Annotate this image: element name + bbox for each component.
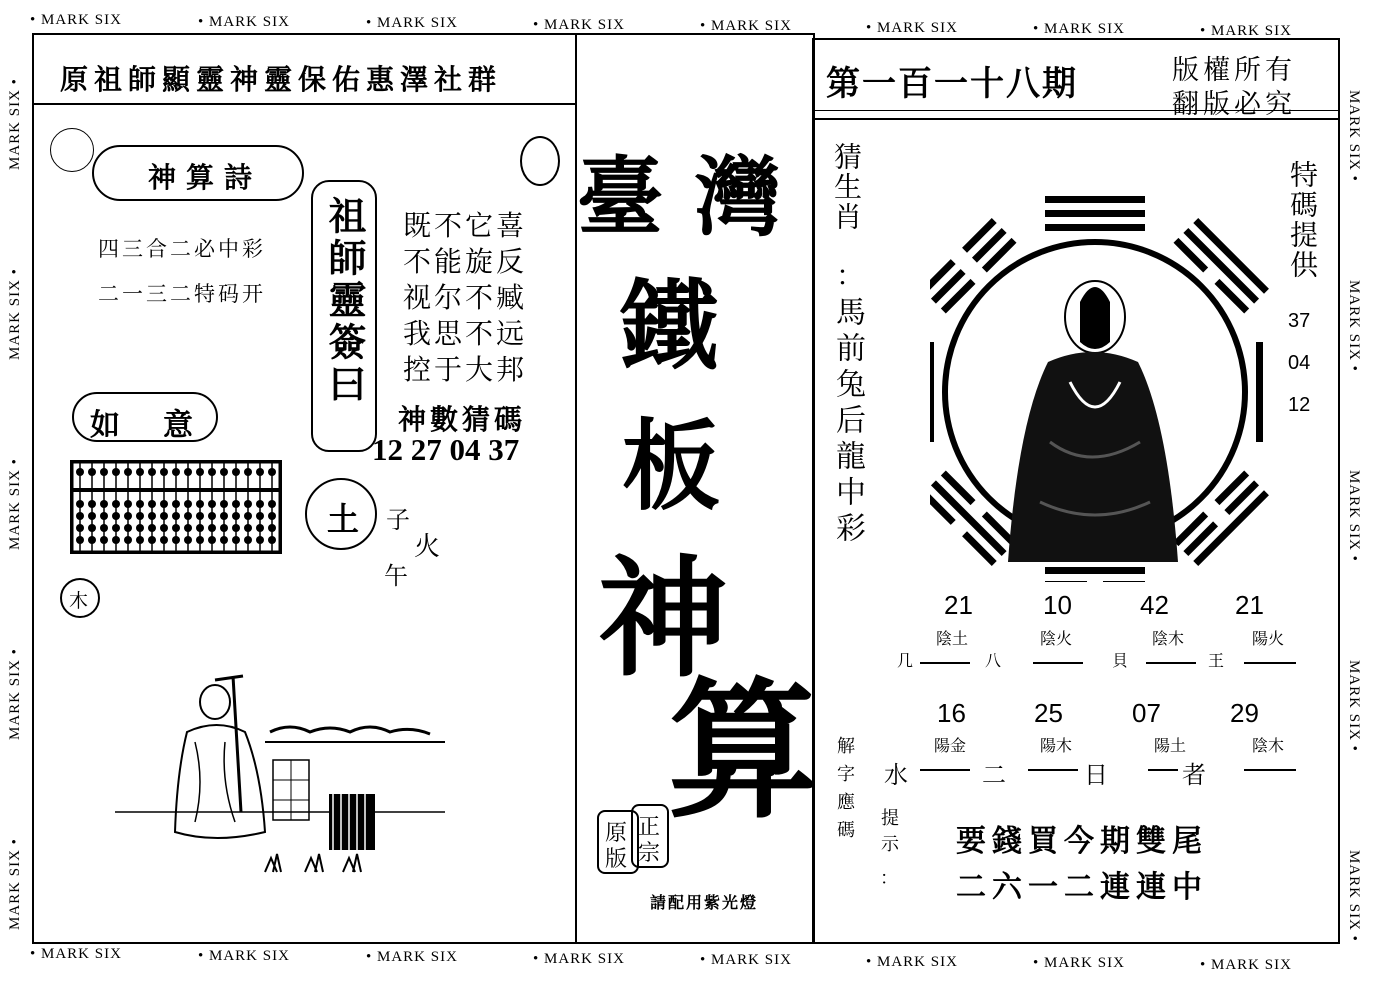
abacus-bead — [208, 524, 216, 532]
row1-line — [1146, 662, 1196, 664]
special-label: 特碼提供 — [1286, 160, 1319, 280]
special-number: 04 — [1288, 352, 1311, 374]
hint-label: 提示 — [878, 808, 899, 860]
verse-line: 控于大邦 — [403, 353, 528, 386]
wu-char: 午 — [384, 562, 408, 590]
poem-line-1: 四三合二必中彩 — [98, 237, 266, 261]
ruyi-left: 如 — [90, 408, 120, 443]
trigram-line — [1256, 342, 1263, 442]
trigram-line — [1183, 228, 1259, 304]
bagua-trigram — [1256, 342, 1270, 442]
verse-line: 我思不远 — [403, 317, 528, 350]
row1-number: 21 — [1235, 590, 1264, 620]
abacus-bead — [232, 512, 240, 520]
abacus-bead — [196, 524, 204, 532]
stamp-char: 正 — [638, 815, 661, 840]
watermark-text: MARK SIX • — [7, 838, 23, 930]
abacus-bead — [244, 468, 252, 476]
stamp-char: 宗 — [638, 841, 661, 866]
watermark-text: MARK SIX • — [7, 648, 23, 740]
abacus-bead — [88, 468, 96, 476]
zi-char: 子 — [386, 506, 410, 534]
abacus-bead — [76, 536, 84, 544]
abacus-bead — [100, 468, 108, 476]
abacus-bead — [160, 536, 168, 544]
row2-number: 16 — [937, 698, 966, 728]
watermark-text: • MARK SIX — [866, 953, 958, 970]
watermark-text: • MARK SIX — [1200, 956, 1292, 973]
watermark-text: MARK SIX • — [7, 268, 23, 360]
abacus-bead — [256, 512, 264, 520]
bagua-trigram — [1045, 196, 1145, 231]
abacus-bead — [184, 500, 192, 508]
poem-title: 神算詩 — [148, 161, 263, 194]
abacus-bead — [160, 500, 168, 508]
abacus-bead — [268, 512, 276, 520]
abacus-bead — [256, 536, 264, 544]
row2-char: 者 — [1182, 761, 1206, 789]
row2-line — [1028, 769, 1078, 771]
row1-line — [1244, 662, 1296, 664]
abacus-bead — [100, 500, 108, 508]
watermark-text: • MARK SIX — [700, 18, 792, 34]
abacus-bead — [220, 512, 228, 520]
abacus-bead — [100, 512, 108, 520]
bagua-trigram — [930, 218, 1017, 313]
abacus-bead — [208, 512, 216, 520]
abacus-bead — [268, 468, 276, 476]
abacus-bead — [76, 524, 84, 532]
abacus-bead — [136, 512, 144, 520]
abacus-bead — [268, 524, 276, 532]
verse-block — [403, 208, 527, 388]
abacus-bead — [148, 536, 156, 544]
row2-char: 日 — [1084, 761, 1108, 789]
abacus-bead — [172, 500, 180, 508]
row1-element: 陰土 — [936, 629, 969, 648]
abacus-bead — [232, 524, 240, 532]
abacus-bead — [124, 500, 132, 508]
abacus-bead — [148, 468, 156, 476]
poem-line-2: 二一三二特码开 — [98, 282, 266, 306]
copyright-line-2: 翻版必究 — [1172, 89, 1296, 120]
ruyi-right: 意 — [163, 408, 193, 443]
abacus-bead — [88, 524, 96, 532]
abacus-bead — [208, 500, 216, 508]
watermark-text: • MARK SIX — [533, 950, 625, 967]
abacus-bead — [88, 536, 96, 544]
watermark-text: • MARK SIX — [866, 19, 958, 36]
abacus-bead — [184, 468, 192, 476]
row2-element: 陽土 — [1154, 736, 1187, 755]
abacus-bead — [100, 536, 108, 544]
abacus-bead — [112, 512, 120, 520]
row2-element: 陽金 — [934, 736, 967, 755]
abacus-bead — [220, 524, 228, 532]
abacus-bead — [88, 500, 96, 508]
abacus-bead — [220, 500, 228, 508]
abacus-bead — [136, 536, 144, 544]
trigram-line — [1045, 224, 1145, 231]
abacus-bead — [172, 468, 180, 476]
watermark-text: • MARK SIX — [30, 946, 122, 962]
abacus-bead — [124, 536, 132, 544]
hint-colon: ： — [880, 868, 898, 889]
left-header-divider — [34, 103, 575, 105]
hint-line-2: 二六一二連連中 — [956, 870, 1208, 905]
row1-line — [920, 662, 970, 664]
monk-illustration — [115, 672, 450, 894]
abacus-bead — [268, 536, 276, 544]
abacus-bead — [124, 524, 132, 532]
abacus-bead — [172, 524, 180, 532]
abacus-bead — [196, 468, 204, 476]
watermark-text: MARK SIX • — [7, 78, 23, 170]
row2-line — [1244, 769, 1296, 771]
verse-line: 不能旋反 — [403, 245, 528, 278]
special-number: 12 — [1288, 394, 1311, 416]
verse-line: 视尔不臧 — [403, 281, 528, 314]
row2-element: 陽木 — [1040, 736, 1073, 755]
row2-number: 25 — [1034, 698, 1063, 728]
stamp-char: 原 — [605, 821, 628, 846]
row2-number: 07 — [1132, 698, 1161, 728]
special-number: 37 — [1288, 310, 1311, 332]
row2-char: 二 — [982, 761, 1006, 789]
abacus-image — [70, 460, 282, 554]
trigram-line — [931, 480, 1007, 556]
abacus-bead — [184, 512, 192, 520]
abacus-bead — [160, 524, 168, 532]
abacus-bead — [208, 468, 216, 476]
watermark-text: • MARK SIX — [1033, 21, 1125, 37]
guess-numbers: 12 27 04 37 — [372, 432, 520, 467]
row1-char: 王 — [1208, 651, 1225, 670]
hint-line-1: 要錢買今期雙尾 — [956, 824, 1208, 859]
abacus-bead — [76, 512, 84, 520]
abacus-bead — [112, 524, 120, 532]
abacus-bead — [184, 536, 192, 544]
abacus-bead — [184, 524, 192, 532]
abacus-bead — [148, 500, 156, 508]
abacus-bead — [112, 536, 120, 544]
stamp-char: 版 — [605, 847, 628, 872]
abacus-bead — [112, 500, 120, 508]
bagua-trigram — [930, 342, 934, 442]
abacus-bead — [112, 468, 120, 476]
row2-element: 陰木 — [1252, 736, 1285, 755]
abacus-bead — [172, 512, 180, 520]
guess-label: 神數猜碼 — [398, 403, 527, 436]
abacus-bead — [220, 536, 228, 544]
watermark-text: • MARK SIX — [1200, 22, 1292, 39]
decor-circle-right — [520, 136, 560, 186]
trigram-line — [930, 342, 934, 442]
row1-number: 42 — [1140, 590, 1169, 620]
abacus-bead — [244, 512, 252, 520]
row2-char: 水 — [884, 761, 908, 789]
abacus-bead — [136, 500, 144, 508]
original-stamp — [597, 804, 667, 870]
decor-circle-left — [50, 128, 94, 172]
trigram-line — [1103, 581, 1145, 582]
trigram-line — [1193, 218, 1269, 294]
trigram-line — [1045, 210, 1145, 217]
abacus-bead — [100, 524, 108, 532]
abacus-bead — [160, 468, 168, 476]
abacus-bead — [232, 536, 240, 544]
abacus-bead — [172, 536, 180, 544]
abacus-bead — [148, 524, 156, 532]
row1-line — [1033, 662, 1083, 664]
row2-number: 29 — [1230, 698, 1259, 728]
row1-element: 陰木 — [1152, 629, 1185, 648]
bagua-trigram — [930, 470, 1017, 565]
abacus-bead — [268, 500, 276, 508]
abacus-bead — [256, 524, 264, 532]
watermark-text: • MARK SIX — [198, 947, 290, 964]
watermark-text: • MARK SIX — [366, 949, 458, 965]
bagua-trigram — [1173, 470, 1268, 565]
watermark-text: • MARK SIX — [366, 15, 458, 31]
row2-line — [1148, 769, 1178, 771]
zodiac-text: 馬前兔后龍中彩 — [830, 296, 865, 548]
title-char-4: 板 — [622, 409, 721, 524]
watermark-text: • MARK SIX — [1033, 955, 1125, 971]
title-char-2: 灣 — [695, 147, 781, 248]
bagua-trigram — [1173, 218, 1268, 313]
abacus-bead — [244, 536, 252, 544]
watermark-text: MARK SIX • — [1346, 90, 1362, 182]
row1-element: 陰火 — [1040, 629, 1073, 648]
fire-char: 火 — [414, 532, 441, 562]
zodiac-label: 猜生肖 — [830, 142, 863, 232]
trigram-line — [1045, 567, 1145, 574]
watermark-text: MARK SIX • — [1346, 660, 1362, 752]
title-char-5: 神 — [598, 542, 729, 695]
abacus-bead — [124, 468, 132, 476]
abacus-bead — [220, 468, 228, 476]
abacus-bead — [76, 500, 84, 508]
trigram-line — [1193, 490, 1269, 566]
decode-label: 解字應碼 — [834, 736, 855, 848]
issue-number: 第一百一十八期 — [826, 64, 1078, 104]
title-char-3: 鐵 — [620, 269, 719, 384]
watermark-text: MARK SIX • — [7, 458, 23, 550]
verse-line: 既不它喜 — [403, 209, 528, 242]
row2-line — [920, 769, 970, 771]
abacus-bead — [136, 524, 144, 532]
abacus-bead — [196, 536, 204, 544]
bagua-deity-image — [930, 142, 1270, 582]
abacus-bead — [88, 512, 96, 520]
abacus-bead — [160, 512, 168, 520]
zodiac-colon: ： — [836, 259, 865, 292]
watermark-text: MARK SIX • — [1346, 280, 1362, 372]
watermark-text: • MARK SIX — [198, 13, 290, 30]
row1-number: 21 — [944, 590, 973, 620]
wood-char: 木 — [69, 590, 89, 612]
watermark-text: • MARK SIX — [700, 952, 792, 968]
abacus-bead — [232, 468, 240, 476]
row1-number: 10 — [1043, 590, 1072, 620]
abacus-bead — [196, 512, 204, 520]
abacus-bead — [244, 524, 252, 532]
abacus-bead — [76, 468, 84, 476]
row1-char: 几 — [897, 651, 914, 670]
title-char-6: 算 — [668, 663, 819, 839]
row1-char: 貝 — [1112, 651, 1129, 670]
abacus-bead — [148, 512, 156, 520]
abacus-bead — [244, 500, 252, 508]
abacus-bead — [196, 500, 204, 508]
watermark-text: • MARK SIX — [533, 16, 625, 33]
left-header: 原祖師顯靈神靈保佑惠澤社群 — [60, 63, 503, 96]
trigram-line — [1045, 196, 1145, 203]
row1-char: 八 — [985, 651, 1002, 670]
master-sign: 祖師靈簽曰 — [322, 196, 367, 406]
title-char-1: 臺 — [577, 147, 663, 248]
abacus-bead — [232, 500, 240, 508]
row1-element: 陽火 — [1252, 629, 1285, 648]
abacus-bead — [256, 468, 264, 476]
earth-char: 土 — [327, 500, 360, 538]
abacus-bead — [136, 468, 144, 476]
center-footer: 請配用紫光燈 — [650, 893, 759, 912]
watermark-text: MARK SIX • — [1346, 850, 1362, 942]
trigram-line — [1045, 581, 1087, 582]
watermark-text: • MARK SIX — [30, 12, 122, 28]
copyright-line-1: 版權所有 — [1172, 55, 1296, 86]
watermark-text: MARK SIX • — [1346, 470, 1362, 562]
abacus-bead — [256, 500, 264, 508]
abacus-bead — [208, 536, 216, 544]
abacus-bead — [124, 512, 132, 520]
